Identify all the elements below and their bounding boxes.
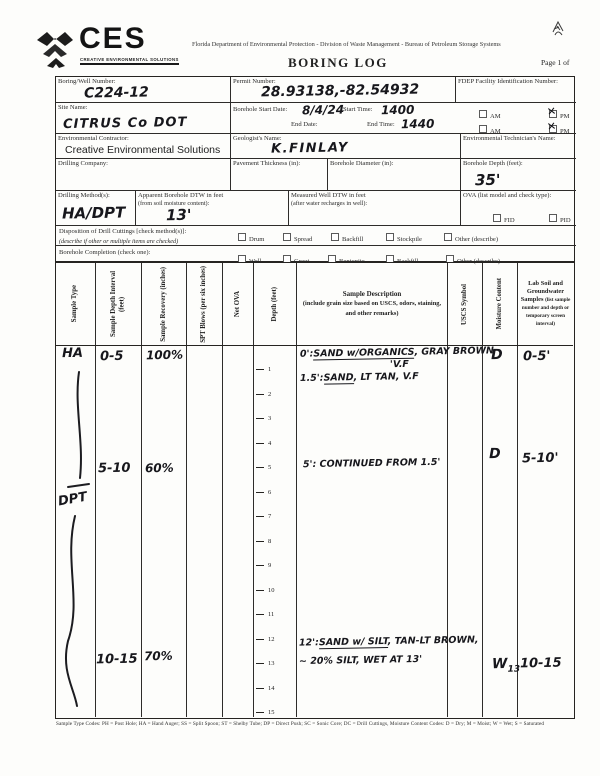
start-time-label: Start Time: — [343, 106, 373, 113]
depth-tick: 4 — [256, 441, 271, 445]
ova-label: OVA (list model and check type): — [463, 192, 552, 199]
row2-interval: 5-10 — [97, 460, 131, 477]
row1-recovery: 100% — [145, 347, 184, 363]
field-borehole-depth — [461, 159, 576, 191]
row3-desc-line1: 12':SAND w/ SILT, TAN-LT BROWN, — [298, 634, 479, 649]
apparent-dtw-value: 13' — [165, 205, 192, 225]
completion-bentonite-label: Bentonite — [339, 258, 365, 265]
row1-desc-line1: 0':SAND w/ORGANICS, GRAY BROWN — [299, 345, 495, 360]
completion-grout-label: Grout — [294, 258, 310, 265]
row2-recovery: 60% — [144, 460, 174, 476]
row2-lab: 5-10' — [521, 450, 559, 467]
field-fdep-id — [456, 77, 576, 103]
field-site-name — [56, 103, 231, 134]
completion-well-label: Well — [249, 258, 262, 265]
permit-value: 28.93138,-82.54932 — [260, 81, 420, 101]
end-time-value: 1440 — [400, 116, 435, 132]
completion-label: Borehole Completion (check one): — [59, 249, 151, 256]
header-description: Sample Description (include grain size based on USCS, odors, staining, and other remarks) — [297, 263, 448, 345]
field-geologist — [231, 134, 461, 159]
pid-checkbox[interactable] — [549, 209, 571, 227]
end-date-label: End Date: — [291, 121, 318, 128]
contractor-label: Environmental Contractor: — [58, 135, 129, 142]
site-name-value: CITRUS Co DOT — [62, 114, 188, 133]
apparent-dtw-label: Apparent Borehole DTW in feet — [138, 192, 224, 199]
field-dates-times — [231, 103, 576, 134]
geologist-label: Geologist's Name: — [233, 135, 282, 142]
field-boring-well-number — [56, 77, 231, 103]
page-number-label: Page 1 of — [541, 58, 570, 67]
depth-tick: 14 — [256, 686, 275, 690]
col-uscs — [448, 346, 483, 717]
boring-well-value: C224-12 — [83, 84, 149, 102]
contractor-value: Creative Environmental Solutions — [65, 144, 221, 156]
header-depth-feet: Depth (feet) — [254, 263, 297, 345]
cuttings-spread-checkbox[interactable] — [283, 228, 312, 246]
cuttings-drum-label: Drum — [249, 236, 265, 243]
field-apparent-dtw — [136, 191, 289, 226]
depth-tick: 3 — [256, 416, 271, 420]
fid-checkbox[interactable] — [493, 209, 515, 227]
cuttings-other-label: Other (describe) — [455, 236, 499, 243]
apparent-dtw-sublabel: (from soil moisture content): — [138, 200, 210, 207]
stamp-icon — [550, 19, 567, 39]
info-grid — [55, 76, 575, 265]
header-depth-interval: Sample Depth Interval (feet) — [96, 263, 142, 345]
row2-moisture: D — [488, 445, 501, 463]
sample-type-2: DPT — [56, 489, 89, 510]
field-contractor — [56, 134, 231, 159]
table-body — [56, 346, 573, 717]
drilling-company-label: Drilling Company: — [58, 160, 109, 167]
header-spt-blows: SPT Blows (per six inches) — [187, 263, 223, 345]
fid-label: FID — [504, 217, 515, 224]
borehole-depth-value: 35' — [474, 170, 501, 190]
end-time-label: End Time: — [367, 121, 395, 128]
field-borehole-completion — [56, 246, 576, 265]
cuttings-drum-checkbox[interactable] — [238, 228, 264, 246]
end-pm-label: PM — [560, 128, 570, 135]
depth-tick: 15 — [256, 710, 275, 714]
diameter-label: Borehole Diameter (in): — [330, 160, 394, 167]
field-ova — [461, 191, 576, 226]
field-drilling-company — [56, 159, 231, 191]
header-net-ova: Net OVA — [223, 263, 254, 345]
field-technician — [461, 134, 576, 159]
cuttings-other-checkbox[interactable] — [444, 228, 498, 246]
depth-tick: 12 — [256, 637, 275, 641]
technician-label: Environmental Technician's Name: — [463, 135, 556, 142]
row3-desc-line2: ~ 20% SILT, WET AT 13' — [298, 653, 423, 668]
depth-tick: 2 — [256, 392, 271, 396]
drilling-method-label: Drilling Method(s): — [58, 192, 110, 199]
permit-label: Permit Number: — [233, 78, 276, 85]
depth-tick: 7 — [256, 514, 271, 518]
cuttings-spread-label: Spread — [294, 236, 313, 243]
header-recovery: Sample Recovery (inches) — [142, 263, 187, 345]
depth-tick: 6 — [256, 490, 271, 494]
page-title: BORING LOG — [288, 55, 388, 70]
depth-tick: 13 — [256, 661, 275, 665]
row3-lab: 10-15 — [519, 655, 562, 672]
start-time-value: 1400 — [380, 102, 415, 118]
depth-tick: 1 — [256, 367, 271, 371]
start-date-value: 8/4/24 — [301, 102, 345, 118]
field-pavement — [231, 159, 328, 191]
cuttings-stockpile-checkbox[interactable] — [386, 228, 422, 246]
geologist-value: K.FINLAY — [270, 140, 350, 157]
start-date-label: Borehole Start Date: — [233, 106, 288, 113]
ces-tagline: CREATIVE ENVIRONMENTAL SOLUTIONS — [80, 57, 179, 65]
field-permit-number — [231, 77, 456, 103]
completion-backfill-label: Backfill — [397, 258, 419, 265]
row3-moisture: $W_{13}$ — [491, 655, 521, 675]
end-am-label: AM — [490, 128, 501, 135]
col-spt — [187, 346, 223, 717]
table-header — [56, 263, 573, 346]
row1-desc-line2: 'V.F — [389, 358, 409, 371]
measured-dtw-label: Measured Well DTW in feet — [291, 192, 366, 199]
pid-label: PID — [560, 217, 571, 224]
site-name-label: Site Name: — [58, 104, 88, 111]
cuttings-label: Disposition of Drill Cuttings [check method(s)]: — [59, 228, 187, 235]
start-pm-label: PM — [560, 113, 570, 120]
boring-table — [55, 262, 575, 719]
fdep-label: FDEP Facility Identification Number: — [458, 78, 558, 85]
row3-recovery: 70% — [143, 648, 173, 664]
cuttings-backfill-checkbox[interactable] — [331, 228, 363, 246]
header-moisture: Moisture Content — [483, 263, 518, 345]
row1-lab: 0-5' — [522, 348, 551, 365]
row2-desc: 5': CONTINUED FROM 1.5' — [302, 456, 441, 471]
drilling-method-value: HA/DPT — [61, 203, 126, 223]
row3-interval: 10-15 — [95, 651, 138, 668]
field-diameter — [328, 159, 461, 191]
measured-dtw-sublabel: (after water recharges in well): — [291, 200, 368, 207]
depth-tick: 9 — [256, 563, 271, 567]
header-sample-type: Sample Type — [56, 263, 96, 345]
agency-line: Florida Department of Environmental Protection - Division of Waste Management - Bureau of Petroleum Storage Systems — [192, 41, 501, 48]
depth-tick: 10 — [256, 588, 275, 592]
depth-tick: 11 — [256, 612, 274, 616]
row1-interval: 0-5 — [99, 348, 124, 365]
pavement-label: Pavement Thickness (in): — [233, 160, 301, 167]
sample-type-1: HA — [61, 345, 84, 362]
header-uscs: USCS Symbol — [448, 263, 483, 345]
cuttings-note: (describe if other or multiple items are checked) — [59, 238, 179, 245]
header-lab-samples: Lab Soil and Groundwater Samples (list sample number and depth or temporary screen interval) — [520, 280, 571, 327]
start-am-label: AM — [490, 113, 501, 120]
footer-codes: Sample Type Codes: PH = Post Hole; HA = Hand Auger; SS = Split Spoon; ST = Shelby Tube; DP = Direct Push; SC = Sonic Core; DC = Drill Cuttings, Moisture Content Codes: D = Dry; M = Moist; W = Wet; S = Saturated — [56, 721, 545, 727]
row1-moisture: D — [490, 346, 503, 364]
row1-desc-line3: 1.5':SAND, LT TAN, V.F — [299, 370, 419, 385]
cuttings-backfill-label: Backfill — [342, 236, 364, 243]
ces-acronym: CES — [79, 22, 147, 55]
ces-chevrons-icon — [35, 30, 77, 70]
boring-well-label: Boring/Well Number: — [58, 78, 116, 85]
field-drill-cuttings — [56, 226, 576, 246]
completion-other-label: Other (describe) — [457, 258, 501, 265]
cuttings-stockpile-label: Stockpile — [397, 236, 422, 243]
col-net-ova — [223, 346, 254, 717]
depth-tick: 8 — [256, 539, 271, 543]
field-measured-dtw — [289, 191, 461, 226]
sample-type-handline — [56, 346, 96, 717]
ces-logo — [35, 24, 195, 74]
field-drilling-method — [56, 191, 136, 226]
depth-tick: 5 — [256, 465, 271, 469]
borehole-depth-label: Borehole Depth (feet): — [463, 160, 523, 167]
